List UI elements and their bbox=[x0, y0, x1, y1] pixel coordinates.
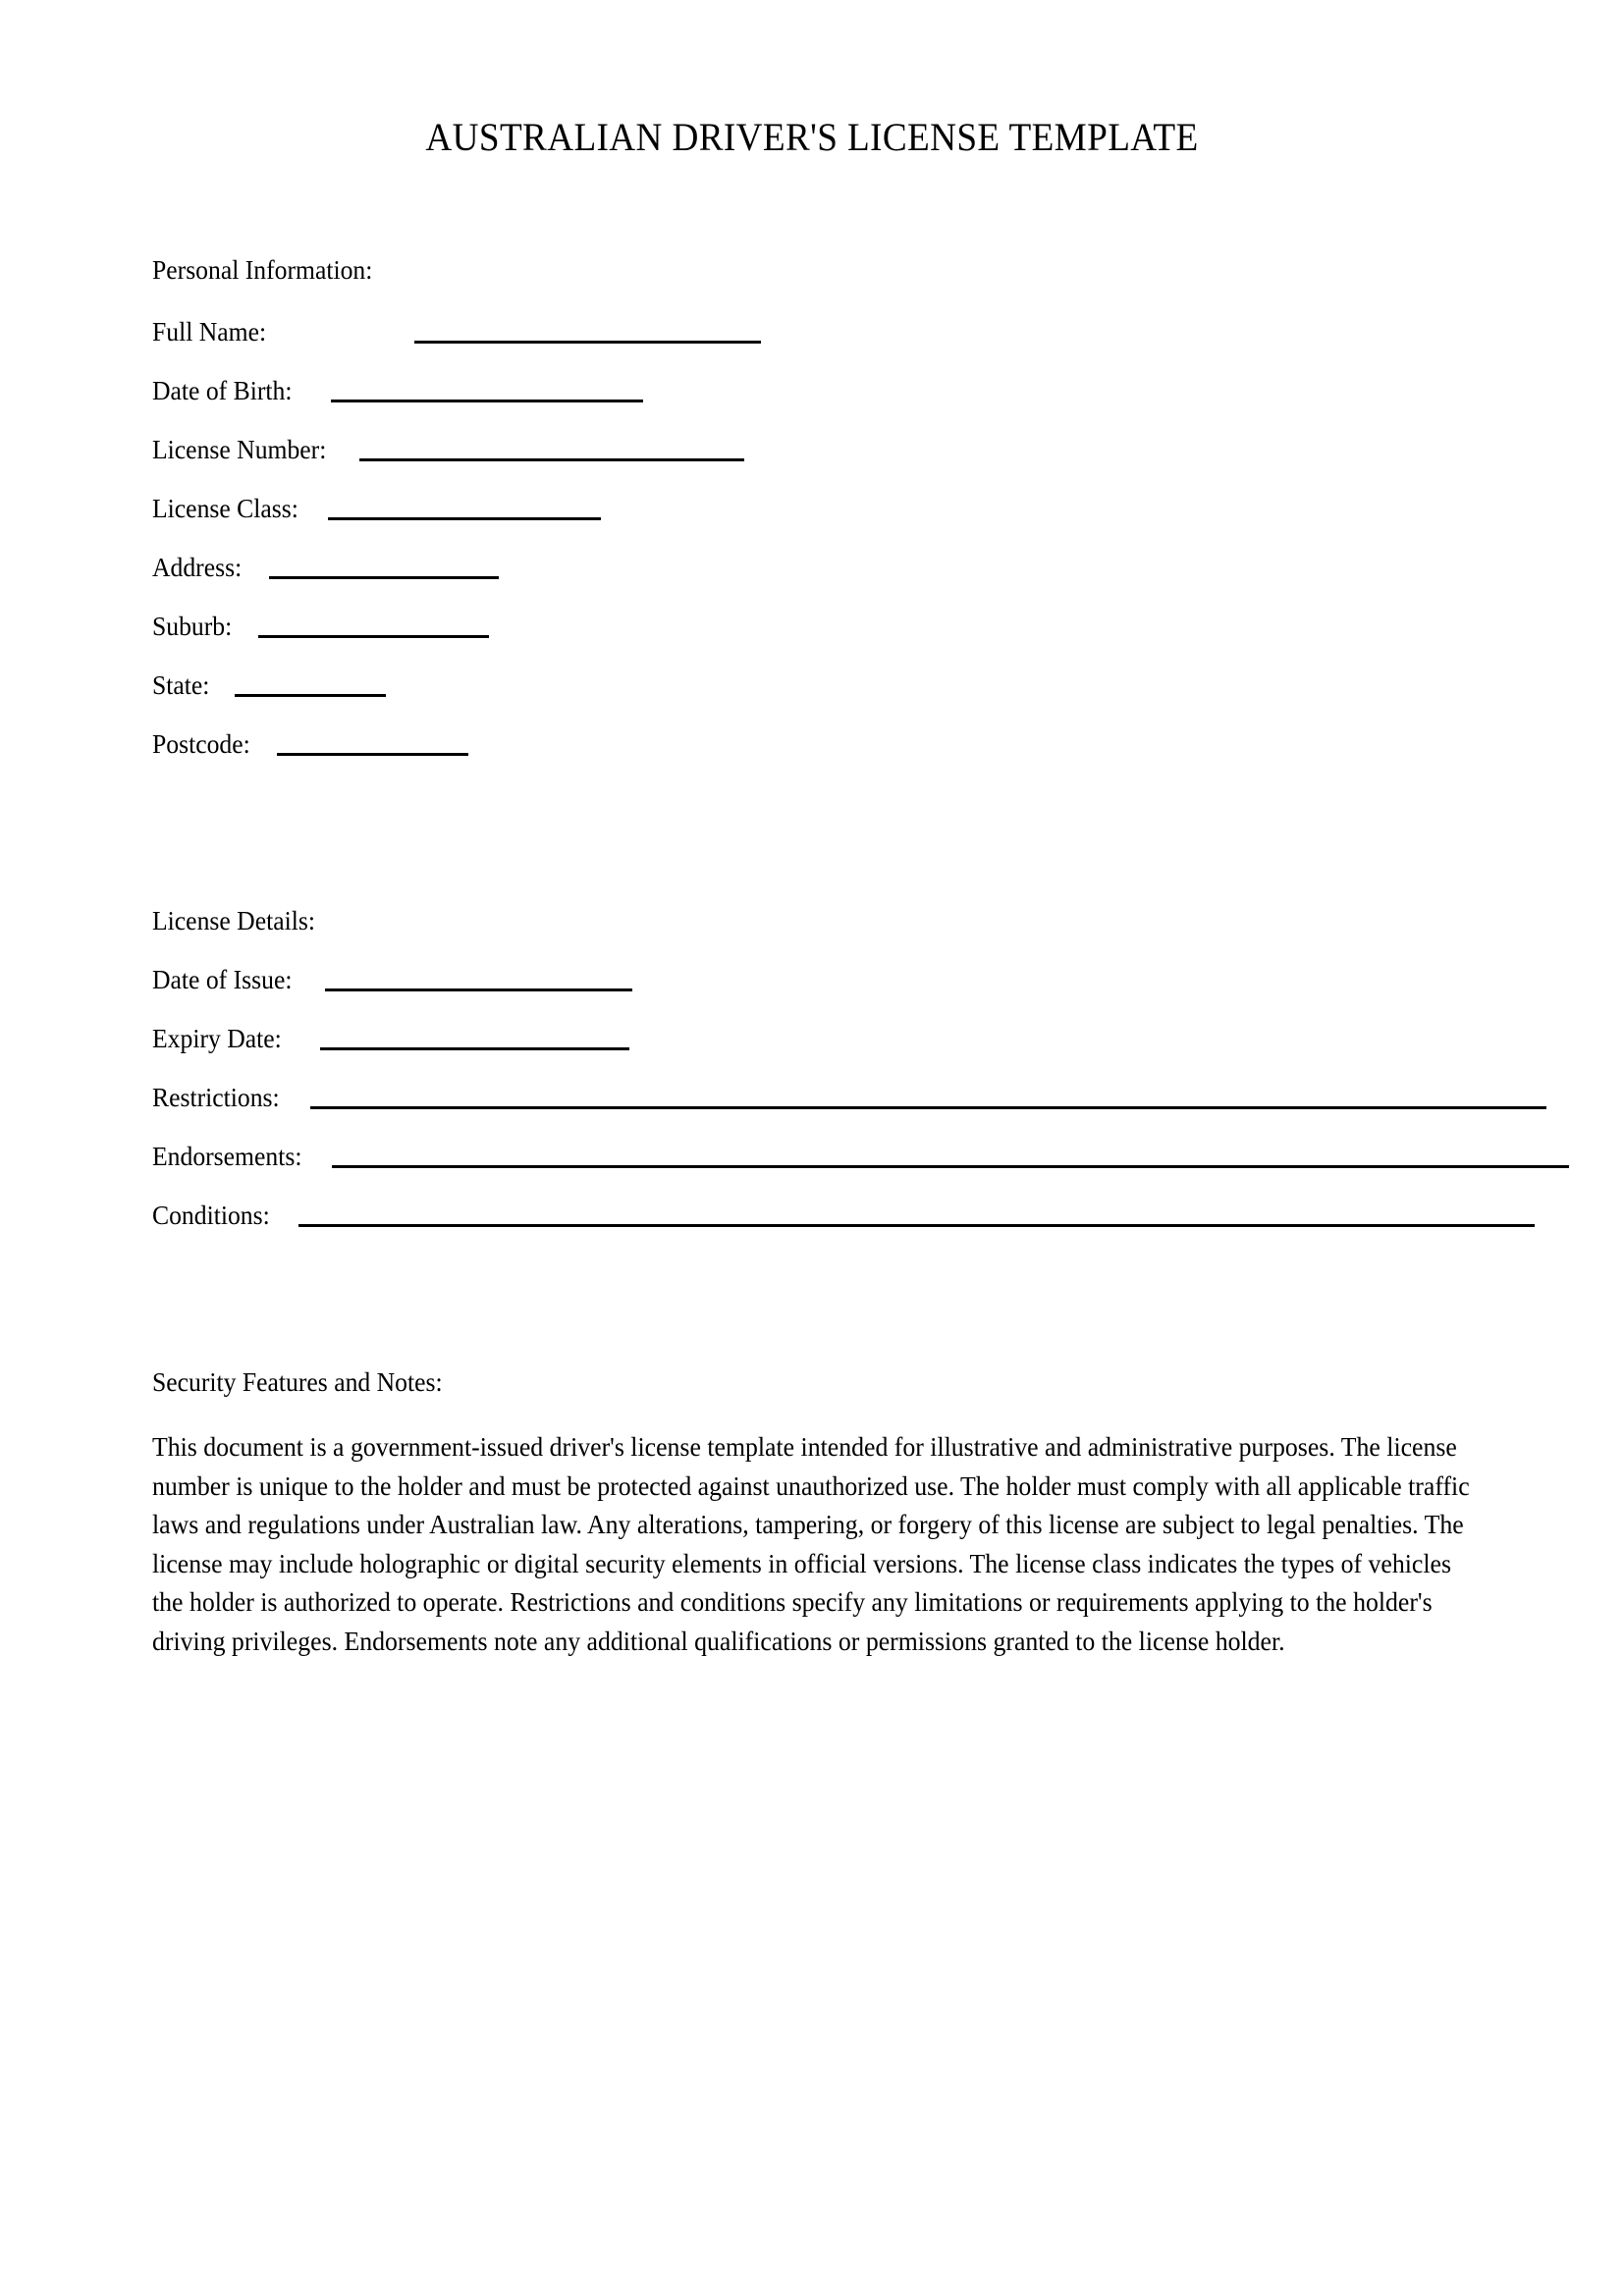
field-label-date-of-birth: Date of Birth: bbox=[152, 376, 293, 405]
field-row-license-number[interactable] bbox=[152, 437, 744, 463]
field-label-license-class: License Class: bbox=[152, 494, 298, 523]
field-rule-date-of-issue[interactable] bbox=[325, 988, 632, 991]
field-rule-date-of-birth[interactable] bbox=[331, 400, 643, 402]
field-rule-postcode[interactable] bbox=[277, 753, 468, 756]
field-row-postcode[interactable] bbox=[152, 731, 468, 758]
field-label-suburb: Suburb: bbox=[152, 612, 233, 641]
section-heading-label: Security Features and Notes: bbox=[152, 1367, 443, 1397]
field-label-conditions: Conditions: bbox=[152, 1201, 270, 1230]
field-row-full-name[interactable] bbox=[152, 319, 761, 346]
field-label-postcode: Postcode: bbox=[152, 729, 250, 759]
section-heading-label: License Details: bbox=[152, 906, 315, 935]
section-heading-personal-information bbox=[152, 257, 384, 284]
field-rule-license-class[interactable] bbox=[328, 517, 601, 520]
field-label-expiry-date: Expiry Date: bbox=[152, 1024, 282, 1053]
field-row-address[interactable] bbox=[152, 555, 499, 581]
field-row-date-of-issue[interactable] bbox=[152, 967, 632, 993]
section-heading-license-details bbox=[152, 908, 324, 934]
field-rule-license-number[interactable] bbox=[359, 458, 744, 461]
field-rule-full-name[interactable] bbox=[414, 341, 761, 344]
field-row-conditions[interactable] bbox=[152, 1202, 1535, 1229]
security-notes-text: This document is a government-issued driver's license template intended for illustrative and administrative purposes. The license number is unique to the holder and must be protected against unauthorized use. The holder must comply with all applicable traffic laws and regulations under Australian law. Any alterations, tampering, or forgery of this license are subject to legal penalties. The license may include holographic or digital security elements in official versions. The license class indicates the types of vehicles the holder is authorized to operate. Restrictions and conditions specify any limitations or requirements applying to the holder's driving privileges. Endorsements note any additional qualifications or permissions granted to the license holder. bbox=[152, 1432, 1470, 1656]
field-label-state: State: bbox=[152, 670, 210, 700]
field-row-license-class[interactable] bbox=[152, 496, 601, 522]
field-rule-restrictions[interactable] bbox=[310, 1106, 1546, 1109]
field-label-license-number: License Number: bbox=[152, 435, 327, 464]
field-label-address: Address: bbox=[152, 553, 243, 582]
field-label-date-of-issue: Date of Issue: bbox=[152, 965, 293, 994]
field-row-date-of-birth[interactable] bbox=[152, 378, 643, 404]
field-label-restrictions: Restrictions: bbox=[152, 1083, 280, 1112]
field-rule-address[interactable] bbox=[269, 576, 499, 579]
field-row-state[interactable] bbox=[152, 672, 386, 699]
field-rule-expiry-date[interactable] bbox=[320, 1047, 629, 1050]
field-label-full-name: Full Name: bbox=[152, 317, 267, 347]
section-heading-label: Personal Information: bbox=[152, 255, 373, 285]
field-row-restrictions[interactable] bbox=[152, 1085, 1546, 1111]
section-heading-security-features bbox=[152, 1369, 458, 1396]
field-row-expiry-date[interactable] bbox=[152, 1026, 629, 1052]
field-rule-endorsements[interactable] bbox=[332, 1165, 1569, 1168]
field-rule-conditions[interactable] bbox=[298, 1224, 1535, 1227]
security-notes-paragraph bbox=[152, 1428, 1546, 1661]
field-row-endorsements[interactable] bbox=[152, 1144, 1569, 1170]
page-title: AUSTRALIAN DRIVER'S LICENSE TEMPLATE bbox=[425, 115, 1199, 159]
field-row-suburb[interactable] bbox=[152, 614, 489, 640]
field-rule-state[interactable] bbox=[235, 694, 386, 697]
field-rule-suburb[interactable] bbox=[258, 635, 489, 638]
field-label-endorsements: Endorsements: bbox=[152, 1142, 302, 1171]
